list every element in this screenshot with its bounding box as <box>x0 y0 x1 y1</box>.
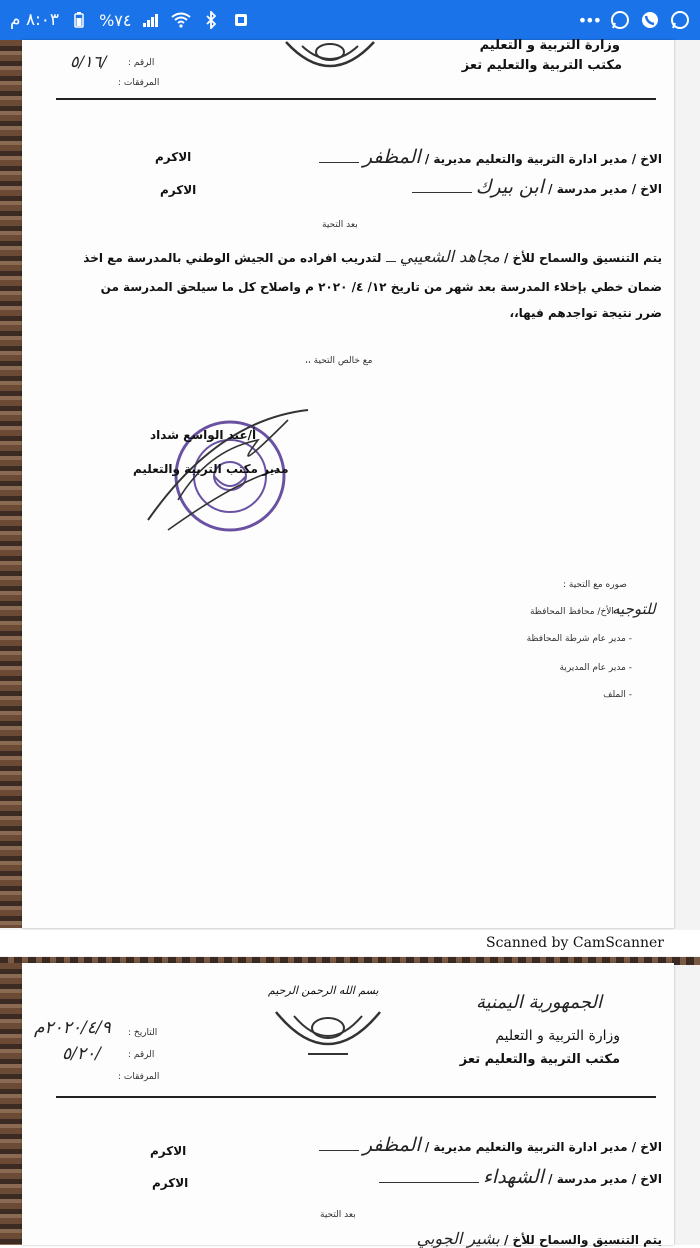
recipient-line-2-p2 <box>379 1166 662 1188</box>
attachments-label: المرفقات : <box>118 78 160 88</box>
scan-border-left-2 <box>0 963 24 1245</box>
body-line-1-a: يتم التنسيق والسماح للأخ / <box>503 1233 662 1247</box>
closing: مع خالص التحية ،، <box>305 356 373 366</box>
ref-label-2: الرقم : <box>128 1050 155 1060</box>
cc-handwriting: للتوجيه <box>612 600 656 618</box>
body-line-1-handwriting: بشير الجوبي <box>416 1229 500 1248</box>
basmala: بسم الله الرحمن الرحيم <box>268 984 379 997</box>
recipient-line-2-handwriting: ابن بيرك <box>475 176 544 198</box>
republic-name: الجمهورية اليمنية <box>476 992 603 1013</box>
greeting: بعد التحية <box>322 220 358 230</box>
recipient-line-2 <box>412 176 662 198</box>
whatsapp-icon <box>610 10 630 30</box>
date-label: التاريخ : <box>128 1028 158 1038</box>
bluetooth-icon <box>201 10 221 30</box>
document-page-1 <box>22 40 674 928</box>
recipient-line-1-text: الاخ / مدير ادارة التربية والتعليم مديرية / <box>424 152 662 166</box>
storage-icon <box>231 10 251 30</box>
ref-value: ٥/١٦/ <box>70 52 107 71</box>
body-line-1-a: يتم التنسيق والسماح للأخ / <box>503 251 662 265</box>
recipient-line-1-honorific-p2: الاكرم <box>150 1144 187 1158</box>
cc-item: - الملف <box>603 690 632 700</box>
recipient-line-1-handwriting: المظفر <box>362 1134 421 1156</box>
emblem-icon <box>282 40 378 76</box>
recipient-line-1-honorific: الاكرم <box>155 150 192 164</box>
cc-item: - الأخ/ محافظ المحافظة <box>529 607 620 617</box>
whatsapp-icon-2 <box>670 10 690 30</box>
office-name: مكتب التربية والتعليم تعز <box>461 58 622 73</box>
signer-title: مدير مكتب التربية والتعليم <box>133 462 289 476</box>
signal-icon <box>141 10 161 30</box>
cc-title: صوره مع التحية : <box>563 580 627 590</box>
ref-label: الرقم : <box>128 58 155 68</box>
emblem-icon-2 <box>272 1006 384 1070</box>
scanned-by-label: Scanned by CamScanner <box>0 930 700 956</box>
cc-item: - مدير عام شرطة المحافظة <box>526 634 632 644</box>
office-name-2: مكتب التربية والتعليم تعز <box>459 1052 620 1067</box>
header-divider <box>56 98 656 100</box>
status-right <box>578 10 690 30</box>
date-value: ٢٠٢٠/٤/٩م <box>34 1018 111 1038</box>
header-divider-2 <box>56 1096 656 1098</box>
greeting-2: بعد التحية <box>320 1210 356 1220</box>
recipient-line-1 <box>319 146 662 168</box>
body-line-3: ضرر نتيجة تواجدهم فيها،، <box>509 306 662 320</box>
recipient-line-2-honorific: الاكرم <box>160 183 197 197</box>
ministry-name-2: وزارة التربية و التعليم <box>495 1028 620 1044</box>
call-icon <box>640 10 660 30</box>
body-line-2: ضمان خطي بإخلاء المدرسة بعد شهر من تاريخ ١٢/ ٤/ ٢٠٢٠ م واصلاح كل ما سيلحق المدرسة من <box>100 280 662 294</box>
attachments-label-2: المرفقات : <box>118 1072 160 1082</box>
ministry-name: وزارة التربية و التعليم <box>479 38 620 53</box>
status-left <box>10 10 251 30</box>
recipient-line-1-text: الاخ / مدير ادارة التربية والتعليم مديرية / <box>424 1140 662 1154</box>
body-line-1-p2 <box>417 1229 662 1248</box>
wifi-icon <box>171 10 191 30</box>
signer-name: أ/عبد الواسع شداد <box>150 428 257 442</box>
body-line-1-handwriting: مجاهد الشعيبي <box>399 247 500 266</box>
cc-item: - مدير عام المديرية <box>559 663 632 673</box>
recipient-line-2-text: الاخ / مدير مدرسة / <box>548 1172 662 1186</box>
recipient-line-1-p2 <box>319 1134 662 1156</box>
ref-value-2: ٥/٢٠/ <box>62 1044 101 1064</box>
recipient-line-2-handwriting: الشهداء <box>482 1166 544 1188</box>
clock: ٨:٠٣ م <box>10 10 60 30</box>
battery-percent: %٧٤ <box>99 10 132 30</box>
status-bar <box>0 0 700 40</box>
recipient-line-2-text: الاخ / مدير مدرسة / <box>548 182 662 196</box>
recipient-line-2-honorific-p2: الاكرم <box>152 1176 189 1190</box>
body-line-1-b: لتدريب افراده من الجيش الوطني بالمدرسة مع اخذ <box>83 251 382 265</box>
scan-border-left <box>0 40 24 928</box>
battery-icon <box>69 10 89 30</box>
body-line-1 <box>83 247 662 266</box>
recipient-line-1-handwriting: المظفر <box>362 146 421 168</box>
more-notifications: ••• <box>577 10 600 30</box>
